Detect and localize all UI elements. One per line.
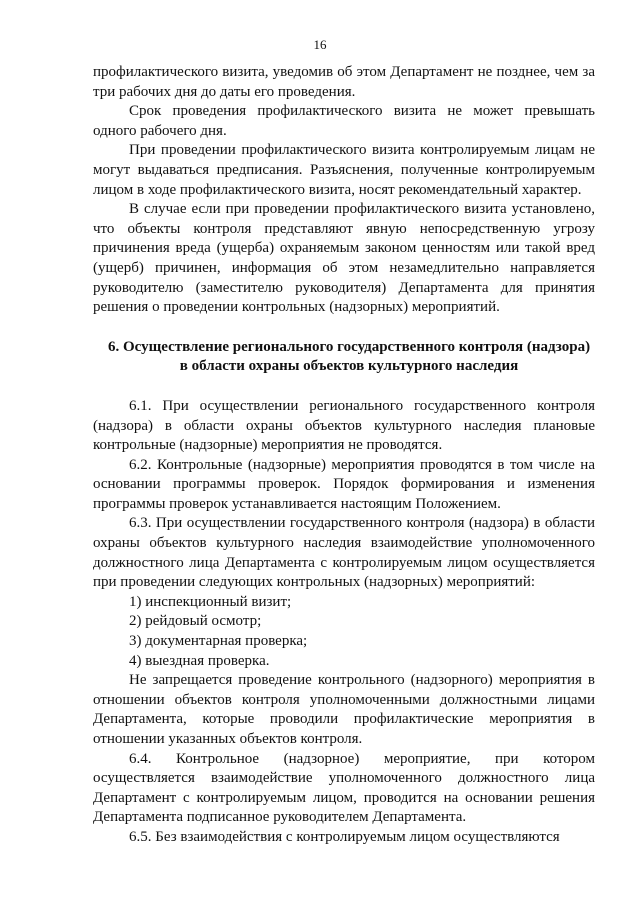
list-item-inspection-visit: 1) инспекционный визит; xyxy=(129,593,292,610)
list-item-raid-inspection: 2) рейдовый осмотр; xyxy=(129,613,262,630)
section-heading-line-2: в области охраны объектов культурного наследия xyxy=(179,358,519,375)
paragraph-visit-duration: Срок проведения профилактического визита не может превышать одного рабочего дня. xyxy=(93,103,595,139)
list-item-field-check: 4) выездная проверка. xyxy=(129,652,270,669)
paragraph-6-1: 6.1. При осуществлении регионального государственного контроля (надзора) в области охраны объектов культурного наследия плановые контрольные (надзорные) мероприятия не проводятся. xyxy=(93,397,595,454)
paragraph-no-orders: При проведении профилактического визита контролируемым лицам не могут выдаваться предписания. Разъяснения, полученные контролируемым лицом в ходе профилактического визита, носят рекомендательный характер. xyxy=(93,142,595,198)
paragraph-threat-info: В случае если при проведении профилактического визита установлено, что объекты контроля представляют явную непосредственную угрозу причинения вреда (ущерба) охраняемым законом ценностям или такой вред (ущерб) причинен, информация об этом незамедлительно направляется руководителю (заместителю руководителя) Департамента для принятия решения о проведении контрольных (надзорных) мероприятий. xyxy=(93,201,595,316)
page-number: 16 xyxy=(313,37,327,52)
paragraph-6-5: 6.5. Без взаимодействия с контролируемым лицом осуществляются xyxy=(129,828,560,845)
paragraph-continuation: профилактического визита, уведомив об этом Департамент не позднее, чем за три рабочих дня до даты его проведения. xyxy=(93,64,595,100)
paragraph-6-2: 6.2. Контрольные (надзорные) мероприятия проводятся в том числе на основании программы проверок. Порядок формирования и изменения программы проверок устанавливается настоящим Положением. xyxy=(93,456,595,512)
section-heading xyxy=(93,338,595,377)
paragraph-6-3: 6.3. При осуществлении государственного контроля (надзора) в области охраны объектов культурного наследия взаимодействие уполномоченного должностного лица Департамента с контролируемым лицом осуществляется при проведении следующих контрольных (надзорных) мероприятий: xyxy=(93,515,595,591)
paragraph-6-4: 6.4. Контрольное (надзорное) мероприятие, при котором осуществляется взаимодействие уполномоченного должностного лица Департамент с контролируемым лицом, проводится на основании решения Департамента подписанное руководителем Департамента. xyxy=(93,750,595,826)
paragraph-not-prohibited: Не запрещается проведение контрольного (надзорного) мероприятия в отношении объектов контроля уполномоченными должностными лицами Департамента, которые проводили профилактические мероприятия в отношении указанных объектов контроля. xyxy=(93,672,595,747)
document-body xyxy=(93,63,595,848)
section-heading-line-1: 6. Осуществление регионального государственного контроля (надзора) xyxy=(107,338,591,355)
list-item-documentary-check: 3) документарная проверка; xyxy=(129,633,308,650)
